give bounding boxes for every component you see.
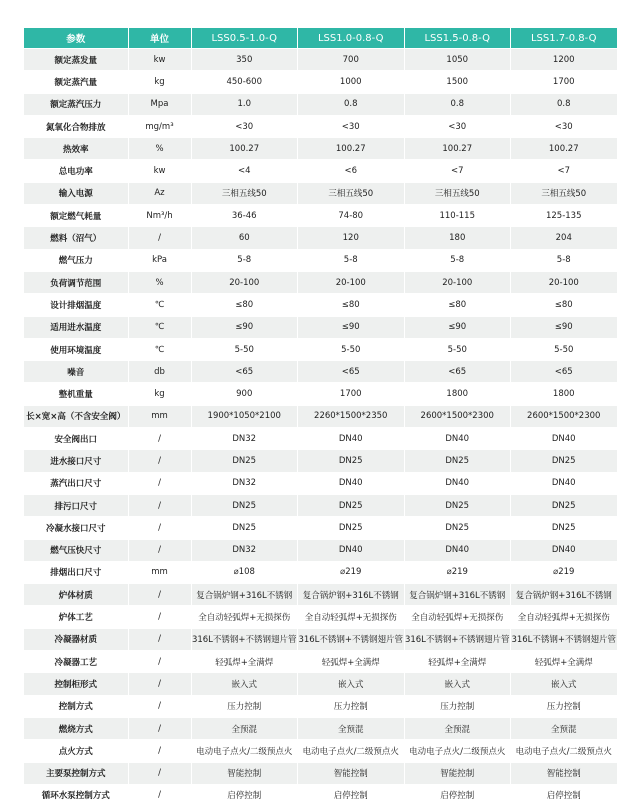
param-value: 1500 — [404, 71, 511, 93]
param-value: DN25 — [298, 450, 405, 472]
param-value: 智能控制 — [511, 762, 618, 784]
table-row — [24, 717, 617, 739]
header-row — [24, 28, 617, 49]
param-value: DN40 — [298, 472, 405, 494]
param-value: DN40 — [298, 428, 405, 450]
table-row — [24, 115, 617, 137]
param-name: 额定蒸发量 — [24, 49, 128, 71]
param-value: 全预混 — [511, 717, 618, 739]
param-unit: Az — [128, 182, 191, 204]
param-value: 智能控制 — [191, 762, 298, 784]
table-row — [24, 784, 617, 806]
param-name: 排污口尺寸 — [24, 494, 128, 516]
table-row — [24, 762, 617, 784]
param-unit: mm — [128, 561, 191, 583]
spec-table — [24, 28, 618, 807]
param-name: 排烟出口尺寸 — [24, 561, 128, 583]
param-name: 设计排烟温度 — [24, 294, 128, 316]
param-name: 安全阀出口 — [24, 428, 128, 450]
param-unit: / — [128, 784, 191, 806]
param-value: 110-115 — [404, 205, 511, 227]
table-row — [24, 93, 617, 115]
param-value: 全预混 — [298, 717, 405, 739]
table-row — [24, 405, 617, 427]
table-row — [24, 539, 617, 561]
param-unit: kw — [128, 49, 191, 71]
table-row — [24, 494, 617, 516]
table-row — [24, 227, 617, 249]
param-name: 燃料（沼气） — [24, 227, 128, 249]
param-value: 复合锅炉钢+316L不锈钢 — [511, 584, 618, 606]
param-value: 压力控制 — [404, 695, 511, 717]
header-unit: 单位 — [128, 28, 191, 49]
param-value: 1200 — [511, 49, 618, 71]
param-unit: / — [128, 695, 191, 717]
param-name: 噪音 — [24, 361, 128, 383]
param-value: DN25 — [511, 494, 618, 516]
param-unit: % — [128, 138, 191, 160]
table-row — [24, 316, 617, 338]
table-row — [24, 673, 617, 695]
table-row — [24, 472, 617, 494]
param-value: 60 — [191, 227, 298, 249]
param-value: 1700 — [298, 383, 405, 405]
param-value: ⌀219 — [404, 561, 511, 583]
param-name: 氮氧化合物排放 — [24, 115, 128, 137]
param-name: 燃烧方式 — [24, 717, 128, 739]
table-row — [24, 606, 617, 628]
param-value: 嵌入式 — [191, 673, 298, 695]
param-value: 5-8 — [298, 249, 405, 271]
param-name: 冷凝器材质 — [24, 628, 128, 650]
param-unit: / — [128, 740, 191, 762]
param-value: ≤90 — [191, 316, 298, 338]
param-name: 燃气压快尺寸 — [24, 539, 128, 561]
param-value: 700 — [298, 49, 405, 71]
param-value: 100.27 — [404, 138, 511, 160]
header-model: LSS1.7-0.8-Q — [511, 28, 618, 49]
param-value: DN25 — [404, 494, 511, 516]
param-value: DN40 — [404, 428, 511, 450]
param-name: 输入电源 — [24, 182, 128, 204]
param-value: DN40 — [511, 472, 618, 494]
table-row — [24, 517, 617, 539]
param-value: DN32 — [191, 539, 298, 561]
param-value: <4 — [191, 160, 298, 182]
table-row — [24, 695, 617, 717]
param-value: 100.27 — [511, 138, 618, 160]
param-value: 316L不锈钢+不锈钢翅片管 — [298, 628, 405, 650]
table-row — [24, 182, 617, 204]
param-value: 1000 — [298, 71, 405, 93]
param-value: 74-80 — [298, 205, 405, 227]
param-unit: / — [128, 606, 191, 628]
param-value: 启停控制 — [404, 784, 511, 806]
table-row — [24, 383, 617, 405]
table-row — [24, 361, 617, 383]
param-value: DN25 — [511, 450, 618, 472]
param-value: <7 — [511, 160, 618, 182]
param-value: ⌀219 — [511, 561, 618, 583]
param-value: 20-100 — [191, 271, 298, 293]
param-value: 启停控制 — [511, 784, 618, 806]
param-value: 全自动轻弧焊+无损探伤 — [191, 606, 298, 628]
param-unit: / — [128, 673, 191, 695]
param-unit: / — [128, 628, 191, 650]
table-row — [24, 294, 617, 316]
param-value: 复合锅炉钢+316L不锈钢 — [191, 584, 298, 606]
param-value: 5-50 — [191, 338, 298, 360]
param-unit: % — [128, 271, 191, 293]
param-unit: / — [128, 717, 191, 739]
param-value: DN25 — [298, 494, 405, 516]
param-unit: / — [128, 227, 191, 249]
param-value: <65 — [298, 361, 405, 383]
table-row — [24, 49, 617, 71]
param-value: 电动电子点火/二级预点火 — [511, 740, 618, 762]
param-unit: kg — [128, 71, 191, 93]
param-value: DN25 — [191, 517, 298, 539]
param-value: 450-600 — [191, 71, 298, 93]
table-row — [24, 628, 617, 650]
param-unit: / — [128, 517, 191, 539]
param-value: 5-50 — [511, 338, 618, 360]
param-value: 三相五线50 — [511, 182, 618, 204]
param-value: 0.8 — [404, 93, 511, 115]
param-value: <65 — [511, 361, 618, 383]
param-unit: / — [128, 428, 191, 450]
param-name: 冷凝器工艺 — [24, 651, 128, 673]
param-value: 1.0 — [191, 93, 298, 115]
table-row — [24, 584, 617, 606]
param-name: 适用进水温度 — [24, 316, 128, 338]
param-value: DN40 — [511, 428, 618, 450]
param-value: DN25 — [511, 517, 618, 539]
param-value: DN25 — [191, 494, 298, 516]
table-row — [24, 338, 617, 360]
param-name: 长×宽×高（不含安全阀） — [24, 405, 128, 427]
param-value: ≤80 — [191, 294, 298, 316]
param-name: 额定蒸汽量 — [24, 71, 128, 93]
param-value: 5-50 — [298, 338, 405, 360]
param-value: <7 — [404, 160, 511, 182]
param-value: 轻弧焊+全满焊 — [511, 651, 618, 673]
param-value: 全自动轻弧焊+无损探伤 — [404, 606, 511, 628]
param-name: 点火方式 — [24, 740, 128, 762]
param-value: 三相五线50 — [404, 182, 511, 204]
param-value: 5-8 — [404, 249, 511, 271]
table-row — [24, 271, 617, 293]
param-value: <65 — [404, 361, 511, 383]
header-model: LSS1.0-0.8-Q — [298, 28, 405, 49]
param-value: 350 — [191, 49, 298, 71]
table-row — [24, 450, 617, 472]
param-unit: Mpa — [128, 93, 191, 115]
param-value: 压力控制 — [298, 695, 405, 717]
param-value: 全预混 — [404, 717, 511, 739]
param-name: 进水接口尺寸 — [24, 450, 128, 472]
param-value: DN32 — [191, 428, 298, 450]
param-value: 轻弧焊+全满焊 — [404, 651, 511, 673]
param-value: 2260*1500*2350 — [298, 405, 405, 427]
param-value: ⌀108 — [191, 561, 298, 583]
param-unit: ℃ — [128, 294, 191, 316]
param-value: DN40 — [404, 539, 511, 561]
param-value: <6 — [298, 160, 405, 182]
param-value: 100.27 — [191, 138, 298, 160]
param-value: 全预混 — [191, 717, 298, 739]
param-value: 180 — [404, 227, 511, 249]
param-value: 2600*1500*2300 — [511, 405, 618, 427]
param-value: 204 — [511, 227, 618, 249]
param-value: 三相五线50 — [298, 182, 405, 204]
param-value: 1800 — [404, 383, 511, 405]
param-unit: / — [128, 651, 191, 673]
param-value: 1800 — [511, 383, 618, 405]
param-value: ≤80 — [298, 294, 405, 316]
param-value: 启停控制 — [298, 784, 405, 806]
param-value: 1050 — [404, 49, 511, 71]
param-value: 启停控制 — [191, 784, 298, 806]
param-unit: kPa — [128, 249, 191, 271]
param-name: 蒸汽出口尺寸 — [24, 472, 128, 494]
param-value: 复合锅炉钢+316L不锈钢 — [298, 584, 405, 606]
param-value: 36-46 — [191, 205, 298, 227]
param-name: 炉体工艺 — [24, 606, 128, 628]
param-value: 电动电子点火/二级预点火 — [404, 740, 511, 762]
param-value: <65 — [191, 361, 298, 383]
param-value: DN40 — [298, 539, 405, 561]
param-value: 316L不锈钢+不锈钢翅片管 — [404, 628, 511, 650]
param-value: DN25 — [404, 517, 511, 539]
param-value: 1700 — [511, 71, 618, 93]
param-unit: / — [128, 450, 191, 472]
param-value: 嵌入式 — [511, 673, 618, 695]
param-value: <30 — [298, 115, 405, 137]
param-value: 100.27 — [298, 138, 405, 160]
header-param: 参数 — [24, 28, 128, 49]
param-unit: mm — [128, 405, 191, 427]
param-name: 主要泵控制方式 — [24, 762, 128, 784]
param-name: 负荷调节范围 — [24, 271, 128, 293]
param-value: 智能控制 — [404, 762, 511, 784]
param-value: <30 — [511, 115, 618, 137]
param-value: 1900*1050*2100 — [191, 405, 298, 427]
param-unit: mg/m³ — [128, 115, 191, 137]
param-name: 控制柜形式 — [24, 673, 128, 695]
param-unit: Nm³/h — [128, 205, 191, 227]
param-value: 125-135 — [511, 205, 618, 227]
param-value: DN25 — [404, 450, 511, 472]
param-value: 5-50 — [404, 338, 511, 360]
param-value: DN32 — [191, 472, 298, 494]
param-name: 控制方式 — [24, 695, 128, 717]
param-unit: db — [128, 361, 191, 383]
param-value: 电动电子点火/二级预点火 — [298, 740, 405, 762]
table-row — [24, 205, 617, 227]
header-model: LSS0.5-1.0-Q — [191, 28, 298, 49]
param-name: 额定燃气耗量 — [24, 205, 128, 227]
param-value: 轻弧焊+全满焊 — [191, 651, 298, 673]
param-unit: / — [128, 472, 191, 494]
param-value: 316L不锈钢+不锈钢翅片管 — [511, 628, 618, 650]
table-row — [24, 160, 617, 182]
param-value: 20-100 — [298, 271, 405, 293]
param-name: 额定蒸汽压力 — [24, 93, 128, 115]
table-row — [24, 561, 617, 583]
header-model: LSS1.5-0.8-Q — [404, 28, 511, 49]
param-value: 全自动轻弧焊+无损探伤 — [511, 606, 618, 628]
param-name: 整机重量 — [24, 383, 128, 405]
param-value: 智能控制 — [298, 762, 405, 784]
param-value: 轻弧焊+全满焊 — [298, 651, 405, 673]
table-row — [24, 651, 617, 673]
param-value: 5-8 — [511, 249, 618, 271]
param-value: ≤90 — [298, 316, 405, 338]
param-value: 900 — [191, 383, 298, 405]
param-name: 燃气压力 — [24, 249, 128, 271]
param-value: ⌀219 — [298, 561, 405, 583]
param-unit: ℃ — [128, 338, 191, 360]
param-name: 循环水泵控制方式 — [24, 784, 128, 806]
param-value: 120 — [298, 227, 405, 249]
param-value: 嵌入式 — [404, 673, 511, 695]
param-unit: ℃ — [128, 316, 191, 338]
param-value: <30 — [404, 115, 511, 137]
param-unit: / — [128, 584, 191, 606]
table-row — [24, 249, 617, 271]
param-unit: / — [128, 494, 191, 516]
param-name: 总电功率 — [24, 160, 128, 182]
param-name: 使用环境温度 — [24, 338, 128, 360]
param-value: ≤90 — [511, 316, 618, 338]
param-value: 电动电子点火/二级预点火 — [191, 740, 298, 762]
param-value: DN25 — [191, 450, 298, 472]
param-unit: / — [128, 762, 191, 784]
param-name: 热效率 — [24, 138, 128, 160]
table-row — [24, 740, 617, 762]
param-value: DN25 — [298, 517, 405, 539]
param-value: <30 — [191, 115, 298, 137]
param-unit: / — [128, 539, 191, 561]
param-unit: kg — [128, 383, 191, 405]
table-row — [24, 71, 617, 93]
param-value: 5-8 — [191, 249, 298, 271]
param-value: ≤80 — [511, 294, 618, 316]
param-value: ≤80 — [404, 294, 511, 316]
param-value: 20-100 — [511, 271, 618, 293]
table-row — [24, 138, 617, 160]
param-value: 2600*1500*2300 — [404, 405, 511, 427]
param-value: DN40 — [511, 539, 618, 561]
param-value: 压力控制 — [191, 695, 298, 717]
param-name: 炉体材质 — [24, 584, 128, 606]
param-value: 全自动轻弧焊+无损探伤 — [298, 606, 405, 628]
param-value: DN40 — [404, 472, 511, 494]
param-value: 嵌入式 — [298, 673, 405, 695]
table-row — [24, 428, 617, 450]
param-value: 0.8 — [298, 93, 405, 115]
param-value: 0.8 — [511, 93, 618, 115]
param-value: 316L不锈钢+不锈钢翅片管 — [191, 628, 298, 650]
param-name: 冷凝水接口尺寸 — [24, 517, 128, 539]
param-value: 复合锅炉钢+316L不锈钢 — [404, 584, 511, 606]
param-value: 三相五线50 — [191, 182, 298, 204]
param-value: ≤90 — [404, 316, 511, 338]
param-unit: kw — [128, 160, 191, 182]
param-value: 压力控制 — [511, 695, 618, 717]
param-value: 20-100 — [404, 271, 511, 293]
